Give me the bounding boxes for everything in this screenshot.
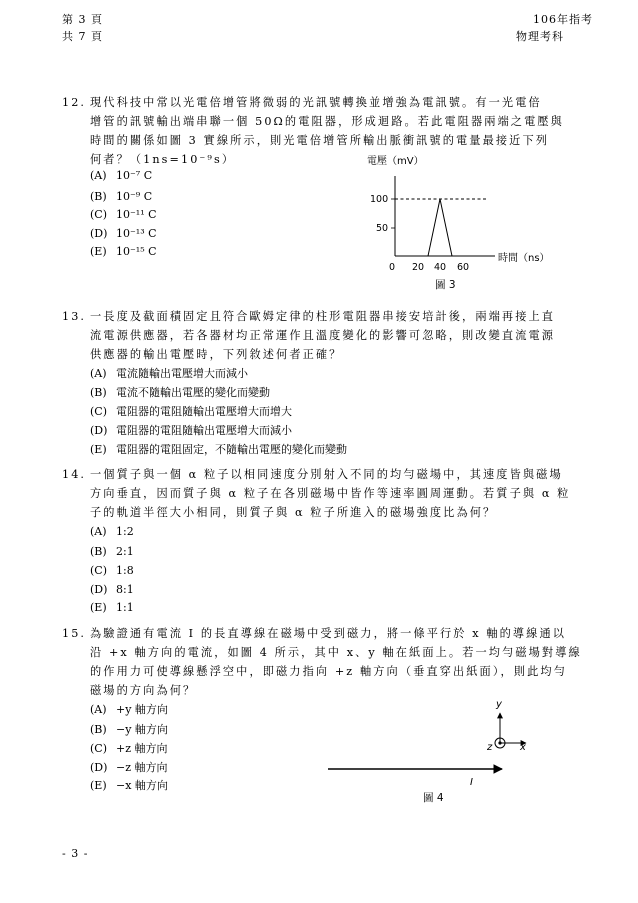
option-text: 1:8 [116,564,134,577]
option-text: 10⁻⁷ C [116,169,153,182]
origin-label: 0 [389,262,396,273]
figure-caption: 圖 4 [423,792,444,804]
question-text-line: 現代科技中常以光電倍增管將微弱的光訊號轉換並增強為電訊號。有一光電倍 [90,96,542,109]
x-tick-label: 60 [457,262,470,273]
option-text: −x 軸方向 [116,779,168,792]
option-b[interactable] [90,189,152,205]
option-c[interactable] [90,563,134,579]
question-text-line: 流電源供應器，若各器材均正常運作且溫度變化的影響可忽略，則改變直流電源 [90,329,556,342]
current-label: I [470,777,473,788]
option-label: (B) [90,545,107,558]
option-label: (A) [90,169,107,182]
option-text: 8:1 [116,583,134,596]
voltage-pulse-curve [428,199,452,256]
option-e[interactable] [90,244,157,260]
option-d[interactable] [90,226,157,242]
option-text: 電阻器的電阻固定，不隨輸出電壓的變化而變動 [116,443,347,456]
option-c[interactable] [90,741,168,757]
option-text: 1:1 [116,601,134,614]
question-number: 14. [62,468,87,481]
option-label: (A) [90,525,107,538]
exam-title: 106年指考 [533,13,593,26]
option-text: 1:2 [116,525,134,538]
figure-caption: 圖 3 [435,279,456,291]
axis-label-x: x [520,742,526,753]
option-label: (E) [90,443,107,456]
question-text-line: 子的軌道半徑大小相同，則質子與 α 粒子所進入的磁場強度比為何？ [90,506,497,519]
question-text-line: 的作用力可使導線懸浮空中，即磁力指向 +z 軸方向（垂直穿出紙面），則此均勻 [90,665,567,678]
y-tick-label: 100 [370,194,389,205]
option-label: (D) [90,227,108,240]
option-text: 電流不隨輸出電壓的變化而變動 [116,386,270,399]
option-label: (D) [90,583,108,596]
question-text-line: 沿 +x 軸方向的電流，如圖 4 所示，其中 x、y 軸在紙面上。若一均勻磁場對導線 [90,646,582,659]
option-e[interactable] [90,778,168,794]
question-text-line: 供應器的輸出電壓時，下列敘述何者正確？ [90,348,343,361]
option-label: (E) [90,601,107,614]
option-label: (C) [90,405,107,418]
option-d[interactable] [90,582,134,598]
option-text: +y 軸方向 [116,703,168,716]
option-label: (B) [90,723,107,736]
option-c[interactable] [90,404,292,420]
figure-4-wire-diagram [320,695,540,810]
page-number: 第 3 頁 [62,13,103,26]
question-text-line: 磁場的方向為何？ [90,684,197,697]
option-label: (B) [90,386,107,399]
option-text: 10⁻¹⁵ C [116,245,157,258]
x-tick-label: 40 [434,262,447,273]
option-label: (D) [90,424,108,437]
question-text-line: 何者？（1ns=10⁻⁹s） [90,153,236,166]
y-axis-label: 電壓（mV） [367,156,424,167]
option-label: (D) [90,761,108,774]
axis-label-z: z [487,742,493,753]
option-label: (E) [90,245,107,258]
option-text: 10⁻¹³ C [116,227,157,240]
axis-label-y: y [496,699,502,710]
total-pages: 共 7 頁 [62,30,103,43]
option-text: 電流隨輸出電壓增大而減小 [116,367,248,380]
option-d[interactable] [90,760,168,776]
z-axis-dot [498,741,501,744]
option-a[interactable] [90,524,134,540]
question-text-line: 一長度及截面積固定且符合歐姆定律的柱形電阻器串接安培計後，兩端再接上直 [90,310,556,323]
option-text: 電阻器的電阻隨輸出電壓增大而增大 [116,405,292,418]
option-text: 10⁻¹¹ C [116,208,157,221]
option-e[interactable] [90,600,134,616]
option-text: 電阻器的電阻隨輸出電壓增大而減小 [116,424,292,437]
subject-title: 物理考科 [516,30,564,43]
option-text: −z 軸方向 [116,761,168,774]
question-text-line: 時間的關係如圖 3 實線所示，則光電倍增管所輸出脈衝訊號的電量最接近下列 [90,134,550,147]
option-b[interactable] [90,544,134,560]
option-b[interactable] [90,385,270,401]
option-text: +z 軸方向 [116,742,168,755]
y-tick-label: 50 [376,223,389,234]
option-a[interactable] [90,702,168,718]
option-d[interactable] [90,423,292,439]
question-text-line: 為驗證通有電流 I 的長直導線在磁場中受到磁力，將一條平行於 x 軸的導線通以 [90,627,567,640]
option-label: (E) [90,779,107,792]
question-number: 12. [62,96,87,109]
question-number: 15. [62,627,87,640]
x-tick-label: 20 [412,262,425,273]
option-label: (C) [90,564,107,577]
option-a[interactable] [90,366,248,382]
option-label: (B) [90,190,107,203]
option-label: (A) [90,367,107,380]
question-text-line: 方向垂直，因而質子與 α 粒子在各別磁場中皆作等速率圓周運動。若質子與 α 粒 [90,487,571,500]
question-text-line: 增管的訊號輸出端串聯一個 50Ω的電阻器，形成迴路。若此電阻器兩端之電壓與 [90,115,564,128]
option-a[interactable] [90,168,152,184]
option-b[interactable] [90,722,168,738]
footer-page-number: - 3 - [62,847,89,860]
option-e[interactable] [90,442,347,458]
question-number: 13. [62,310,87,323]
option-label: (C) [90,742,107,755]
option-label: (C) [90,208,107,221]
option-text: 2:1 [116,545,134,558]
option-label: (A) [90,703,107,716]
option-text: −y 軸方向 [116,723,168,736]
option-text: 10⁻⁹ C [116,190,153,203]
figure-3-voltage-graph [355,150,580,295]
option-c[interactable] [90,207,157,223]
question-text-line: 一個質子與一個 α 粒子以相同速度分別射入不同的均勻磁場中，其速度皆與磁場 [90,468,563,481]
x-axis-label: 時間（ns） [498,253,550,264]
